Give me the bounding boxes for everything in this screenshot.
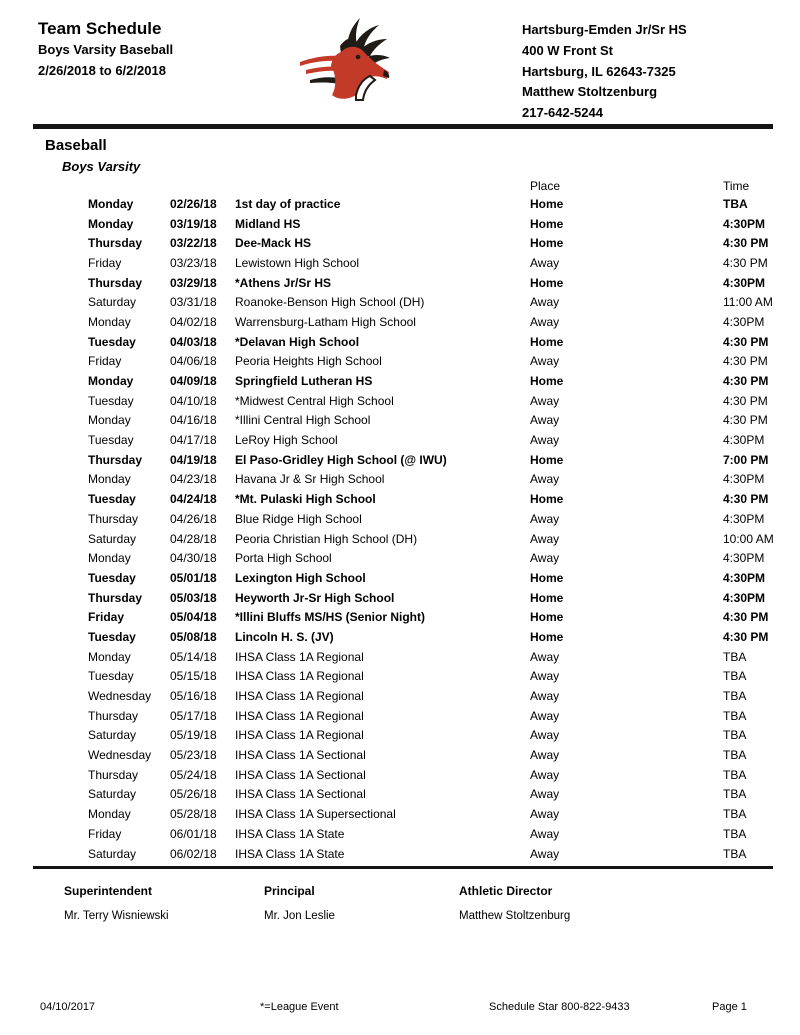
cell-date: 04/23/18 <box>170 472 217 487</box>
cell-time: TBA <box>723 669 747 684</box>
schedule-row <box>88 273 780 293</box>
cell-date: 05/23/18 <box>170 748 217 763</box>
cell-day: Monday <box>88 807 131 822</box>
schedule-row <box>88 667 780 687</box>
cell-place: Away <box>530 748 560 763</box>
cell-time: 4:30 PM <box>723 492 769 507</box>
cell-time: 4:30 PM <box>723 354 768 369</box>
cell-time: 4:30PM <box>723 551 765 566</box>
cell-day: Monday <box>88 413 131 428</box>
cell-time: TBA <box>723 748 747 763</box>
cell-date: 05/24/18 <box>170 767 217 782</box>
cell-day: Thursday <box>88 590 143 605</box>
cell-time: 4:30PM <box>723 314 765 329</box>
cell-day: Saturday <box>88 295 137 310</box>
cell-time: TBA <box>723 807 747 822</box>
table-bottom-rule <box>33 866 773 869</box>
cell-time: TBA <box>723 689 747 704</box>
cell-event: Roanoke-Benson High School (DH) <box>235 295 425 310</box>
team-subtitle: Boys Varsity Baseball <box>38 42 174 57</box>
cell-day: Friday <box>88 255 122 270</box>
cell-place: Away <box>530 807 560 822</box>
schedule-row <box>88 253 780 273</box>
cell-day: Monday <box>88 374 134 389</box>
schedule-row <box>88 450 780 470</box>
cell-date: 03/29/18 <box>170 275 217 290</box>
cell-date: 04/10/18 <box>170 393 217 408</box>
cell-date: 05/14/18 <box>170 649 217 664</box>
footer-league-legend: *=League Event <box>260 1001 339 1013</box>
cell-time: 4:30 PM <box>723 413 768 428</box>
schedule-row <box>88 765 780 785</box>
cell-time: TBA <box>723 708 747 723</box>
cell-event: *Midwest Central High School <box>235 393 394 408</box>
schedule-row <box>88 430 780 450</box>
official-name: Mr. Terry Wisniewski <box>64 910 169 922</box>
schedule-body <box>88 194 780 863</box>
cell-event: Heyworth Jr-Sr High School <box>235 590 395 605</box>
cell-event: Lexington High School <box>235 570 366 585</box>
cell-time: 4:30PM <box>723 590 766 605</box>
cell-place: Away <box>530 255 560 270</box>
cell-day: Tuesday <box>88 433 134 448</box>
cell-place: Home <box>530 610 564 625</box>
cell-place: Away <box>530 728 560 743</box>
cell-day: Thursday <box>88 708 139 723</box>
cell-place: Away <box>530 767 560 782</box>
cell-place: Away <box>530 354 560 369</box>
cell-time: TBA <box>723 767 747 782</box>
cell-event: Lincoln H. S. (JV) <box>235 629 334 644</box>
footer-page-number: Page 1 <box>712 1001 747 1013</box>
cell-date: 03/23/18 <box>170 255 217 270</box>
cell-place: Away <box>530 433 560 448</box>
schedule-row <box>88 352 780 372</box>
schedule-row <box>88 785 780 805</box>
cell-event: IHSA Class 1A Supersectional <box>235 807 396 822</box>
cell-date: 04/06/18 <box>170 354 217 369</box>
cell-date: 05/26/18 <box>170 787 217 802</box>
schedule-row <box>88 844 780 864</box>
school-contact-name: Matthew Stoltzenburg <box>522 84 658 100</box>
cell-date: 04/19/18 <box>170 452 217 467</box>
cell-day: Thursday <box>88 236 143 251</box>
page-title: Team Schedule <box>38 19 162 38</box>
schedule-row <box>88 509 780 529</box>
schedule-row <box>88 292 780 312</box>
official-title: Athletic Director <box>459 884 553 898</box>
cell-place: Away <box>530 689 560 704</box>
cell-date: 05/04/18 <box>170 610 217 625</box>
cell-time: 4:30PM <box>723 570 766 585</box>
cell-time: 4:30PM <box>723 433 765 448</box>
cell-event: Peoria Christian High School (DH) <box>235 531 418 546</box>
cell-day: Tuesday <box>88 492 136 507</box>
schedule-row <box>88 312 780 332</box>
cell-date: 05/16/18 <box>170 689 217 704</box>
schedule-row <box>88 588 780 608</box>
sport-heading: Baseball <box>45 137 107 154</box>
cell-date: 03/19/18 <box>170 216 217 231</box>
cell-date: 05/19/18 <box>170 728 217 743</box>
cell-date: 05/15/18 <box>170 669 217 684</box>
school-name: Hartsburg-Emden Jr/Sr HS <box>522 22 687 37</box>
cell-time: 4:30 PM <box>723 629 769 644</box>
official-name: Mr. Jon Leslie <box>264 910 335 922</box>
cell-event: Porta High School <box>235 551 332 566</box>
schedule-row <box>88 745 780 765</box>
cell-event: *Mt. Pulaski High School <box>235 492 376 507</box>
cell-time: TBA <box>723 649 747 664</box>
cell-event: El Paso-Gridley High School (@ IWU) <box>235 452 447 467</box>
cell-time: 4:30 PM <box>723 236 769 251</box>
cell-time: 4:30PM <box>723 275 766 290</box>
official-name: Matthew Stoltzenburg <box>459 910 571 922</box>
cell-date: 04/17/18 <box>170 433 217 448</box>
column-header-time: Time <box>723 179 750 193</box>
cell-place: Away <box>530 295 560 310</box>
cell-place: Home <box>530 196 564 211</box>
official-athletic-director <box>459 884 570 922</box>
cell-day: Monday <box>88 314 131 329</box>
cell-event: 1st day of practice <box>235 196 341 211</box>
header-left <box>38 18 173 82</box>
cell-event: IHSA Class 1A Regional <box>235 708 364 723</box>
schedule-row <box>88 489 780 509</box>
cell-date: 02/26/18 <box>170 196 217 211</box>
cell-place: Away <box>530 393 560 408</box>
stag-mascot-icon <box>296 12 406 107</box>
cell-day: Saturday <box>88 846 137 861</box>
cell-place: Home <box>530 275 564 290</box>
cell-time: 11:00 AM <box>723 295 773 310</box>
cell-place: Away <box>530 846 560 861</box>
school-address-city: Hartsburg, IL 62643-7325 <box>522 63 676 79</box>
cell-date: 05/03/18 <box>170 590 217 605</box>
team-level-heading: Boys Varsity <box>62 159 141 174</box>
schedule-table <box>88 180 780 863</box>
cell-event: IHSA Class 1A Regional <box>235 649 364 664</box>
footer-print-date: 04/10/2017 <box>40 1001 96 1013</box>
cell-event: Peoria Heights High School <box>235 354 382 369</box>
footer-vendor: Schedule Star 800-822-9433 <box>489 1001 630 1013</box>
cell-day: Thursday <box>88 452 143 467</box>
officials-section <box>0 884 800 934</box>
cell-date: 04/26/18 <box>170 511 217 526</box>
cell-date: 04/16/18 <box>170 413 217 428</box>
cell-time: 4:30PM <box>723 216 766 231</box>
cell-time: 4:30PM <box>723 511 765 526</box>
cell-day: Monday <box>88 216 134 231</box>
school-phone: 217-642-5244 <box>522 105 603 121</box>
cell-date: 06/01/18 <box>170 826 217 841</box>
cell-place: Away <box>530 531 560 546</box>
cell-date: 03/31/18 <box>170 295 217 310</box>
cell-day: Thursday <box>88 275 143 290</box>
cell-day: Friday <box>88 826 122 841</box>
cell-event: Springfield Lutheran HS <box>235 374 373 389</box>
cell-time: TBA <box>723 787 747 802</box>
cell-day: Tuesday <box>88 570 136 585</box>
cell-time: 10:00 AM <box>723 531 774 546</box>
cell-place: Away <box>530 472 560 487</box>
cell-event: *Athens Jr/Sr HS <box>235 275 332 290</box>
cell-day: Monday <box>88 472 131 487</box>
schedule-row <box>88 411 780 431</box>
schedule-row <box>88 470 780 490</box>
date-range: 2/26/2018 to 6/2/2018 <box>38 63 166 78</box>
official-superintendent <box>64 884 169 922</box>
cell-place: Home <box>530 374 564 389</box>
cell-date: 04/28/18 <box>170 531 217 546</box>
cell-time: 4:30 PM <box>723 610 769 625</box>
cell-place: Away <box>530 551 560 566</box>
cell-time: TBA <box>723 846 747 861</box>
cell-time: 4:30PM <box>723 472 765 487</box>
cell-day: Thursday <box>88 767 139 782</box>
cell-day: Saturday <box>88 728 137 743</box>
cell-date: 05/08/18 <box>170 629 217 644</box>
schedule-row <box>88 371 780 391</box>
cell-place: Away <box>530 826 560 841</box>
cell-event: Dee-Mack HS <box>235 236 312 251</box>
cell-place: Away <box>530 649 560 664</box>
cell-day: Friday <box>88 354 122 369</box>
cell-event: IHSA Class 1A Regional <box>235 689 364 704</box>
cell-place: Away <box>530 511 560 526</box>
cell-place: Away <box>530 413 560 428</box>
cell-date: 03/22/18 <box>170 236 217 251</box>
cell-day: Saturday <box>88 787 137 802</box>
cell-place: Away <box>530 787 560 802</box>
cell-place: Home <box>530 236 564 251</box>
header-divider-double-rule <box>33 124 773 129</box>
cell-place: Away <box>530 314 560 329</box>
cell-event: IHSA Class 1A Sectional <box>235 787 366 802</box>
schedule-row <box>88 233 780 253</box>
schedule-row <box>88 214 780 234</box>
cell-date: 04/02/18 <box>170 314 217 329</box>
cell-date: 04/30/18 <box>170 551 217 566</box>
schedule-header-row <box>88 180 780 194</box>
schedule-row <box>88 391 780 411</box>
cell-place: Home <box>530 590 564 605</box>
cell-day: Monday <box>88 649 131 664</box>
cell-event: IHSA Class 1A Regional <box>235 728 364 743</box>
cell-date: 04/09/18 <box>170 374 217 389</box>
cell-event: Midland HS <box>235 216 301 231</box>
cell-place: Home <box>530 452 564 467</box>
cell-event: IHSA Class 1A State <box>235 846 345 861</box>
column-header-place: Place <box>530 179 561 193</box>
cell-day: Tuesday <box>88 669 134 684</box>
cell-event: Blue Ridge High School <box>235 511 362 526</box>
cell-place: Home <box>530 570 564 585</box>
cell-day: Friday <box>88 610 125 625</box>
cell-date: 05/01/18 <box>170 570 217 585</box>
official-principal <box>264 884 335 922</box>
cell-time: 4:30 PM <box>723 255 768 270</box>
cell-day: Wednesday <box>88 748 152 763</box>
schedule-row <box>88 194 780 214</box>
cell-time: 7:00 PM <box>723 452 769 467</box>
cell-place: Home <box>530 629 564 644</box>
cell-day: Tuesday <box>88 393 134 408</box>
cell-place: Home <box>530 334 564 349</box>
cell-place: Away <box>530 708 560 723</box>
cell-time: 4:30 PM <box>723 374 769 389</box>
schedule-row <box>88 568 780 588</box>
cell-event: LeRoy High School <box>235 433 338 448</box>
official-title: Principal <box>264 884 315 898</box>
cell-time: 4:30 PM <box>723 334 769 349</box>
schedule-row <box>88 647 780 667</box>
cell-date: 06/02/18 <box>170 846 217 861</box>
schedule-row <box>88 686 780 706</box>
cell-event: *Illini Central High School <box>235 413 371 428</box>
schedule-row <box>88 706 780 726</box>
cell-event: Lewistown High School <box>235 255 360 270</box>
cell-day: Tuesday <box>88 334 136 349</box>
schedule-row <box>88 824 780 844</box>
schedule-row <box>88 529 780 549</box>
cell-day: Monday <box>88 551 131 566</box>
cell-time: TBA <box>723 728 747 743</box>
cell-time: TBA <box>723 826 747 841</box>
cell-day: Monday <box>88 196 134 211</box>
cell-event: Warrensburg-Latham High School <box>235 314 416 329</box>
schedule-row <box>88 627 780 647</box>
cell-day: Thursday <box>88 511 139 526</box>
cell-time: TBA <box>723 196 748 211</box>
cell-event: *Illini Bluffs MS/HS (Senior Night) <box>235 610 425 625</box>
cell-place: Away <box>530 669 560 684</box>
cell-event: IHSA Class 1A Sectional <box>235 748 366 763</box>
schedule-row <box>88 726 780 746</box>
schedule-row <box>88 548 780 568</box>
cell-event: *Delavan High School <box>235 334 360 349</box>
cell-day: Wednesday <box>88 689 152 704</box>
schedule-row <box>88 804 780 824</box>
schedule-row <box>88 332 780 352</box>
cell-date: 04/03/18 <box>170 334 217 349</box>
official-title: Superintendent <box>64 884 153 898</box>
cell-day: Tuesday <box>88 629 136 644</box>
cell-event: Havana Jr & Sr High School <box>235 472 385 487</box>
cell-place: Home <box>530 492 564 507</box>
cell-date: 04/24/18 <box>170 492 217 507</box>
cell-time: 4:30 PM <box>723 393 768 408</box>
cell-place: Home <box>530 216 564 231</box>
cell-date: 05/17/18 <box>170 708 217 723</box>
cell-event: IHSA Class 1A Sectional <box>235 767 366 782</box>
schedule-row <box>88 607 780 627</box>
school-address-street: 400 W Front St <box>522 42 614 58</box>
school-info-block <box>522 20 687 124</box>
cell-event: IHSA Class 1A State <box>235 826 345 841</box>
page-footer <box>0 1001 800 1017</box>
cell-date: 05/28/18 <box>170 807 217 822</box>
cell-event: IHSA Class 1A Regional <box>235 669 364 684</box>
cell-day: Saturday <box>88 531 137 546</box>
